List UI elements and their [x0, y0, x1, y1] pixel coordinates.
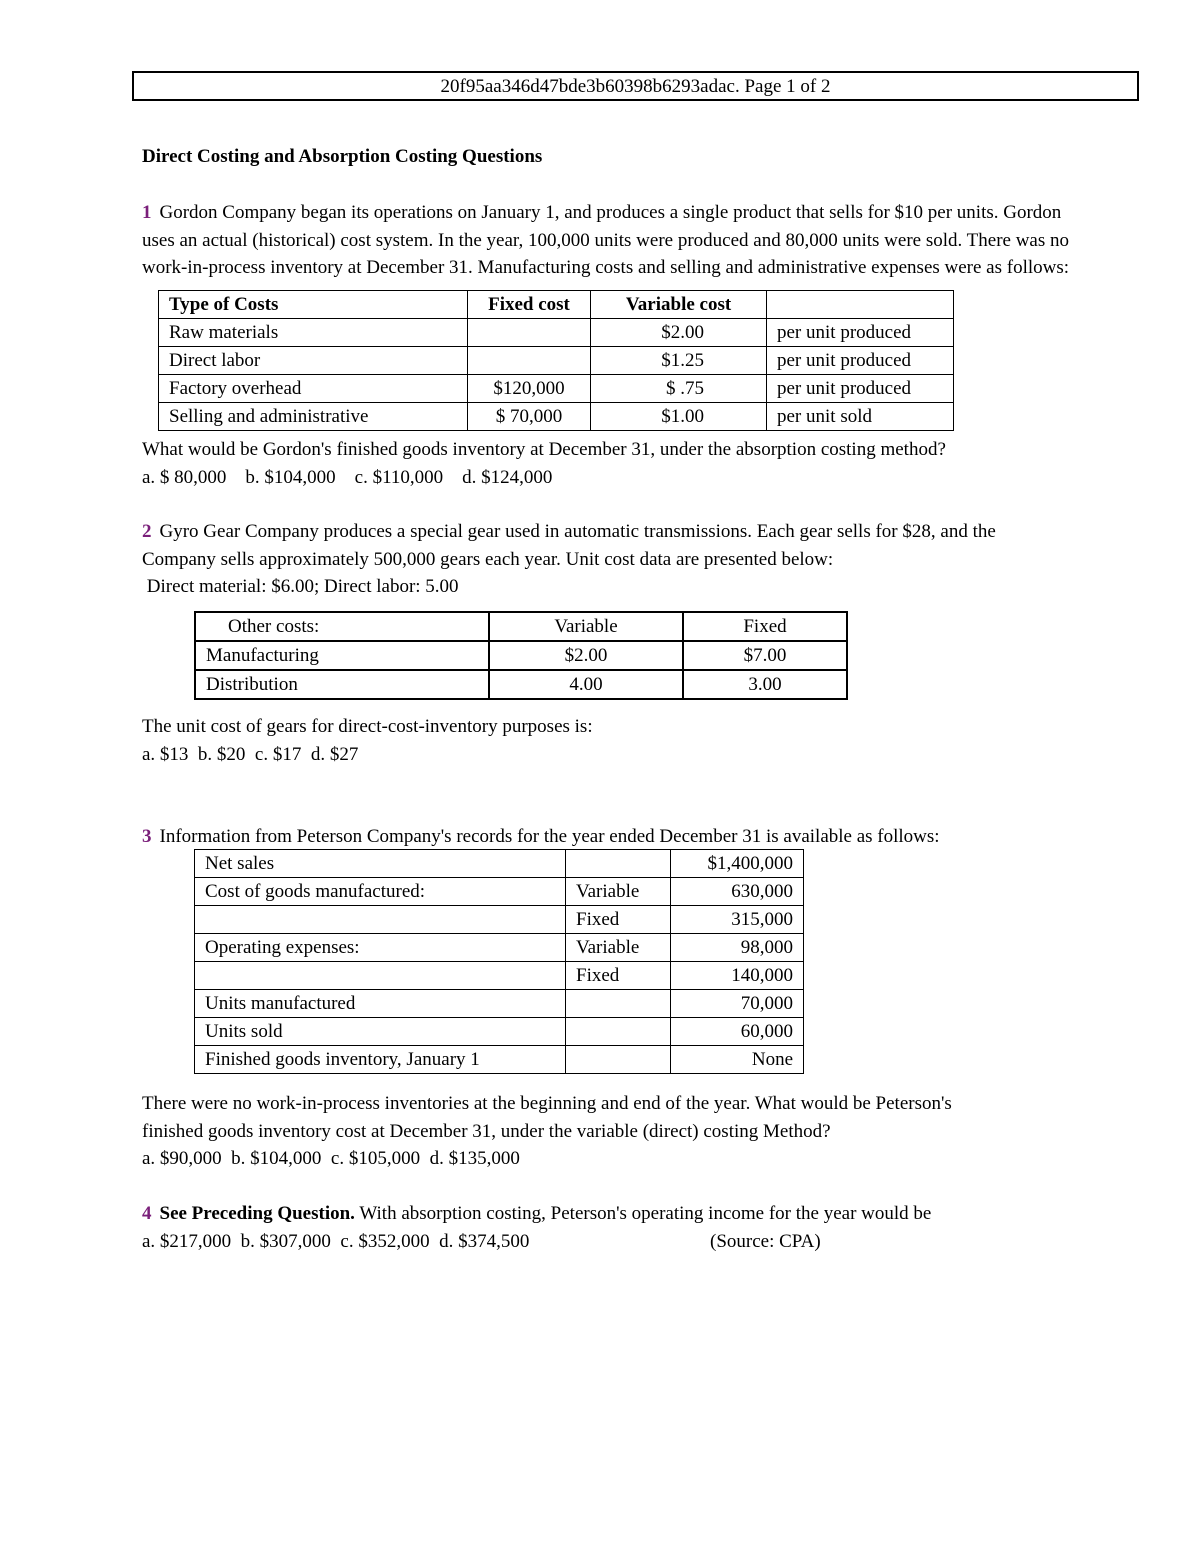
header-cell: Variable cost — [591, 291, 767, 319]
table-cell: $1.25 — [591, 347, 767, 375]
table-cell: Direct labor — [159, 347, 468, 375]
table-cell: Factory overhead — [159, 375, 468, 403]
table-cell: Raw materials — [159, 319, 468, 347]
page-title: Direct Costing and Absorption Costing Questions — [142, 146, 543, 167]
table-cell: $ .75 — [591, 375, 767, 403]
table-cell — [468, 347, 591, 375]
table-cell: $2.00 — [489, 641, 683, 670]
table-cell: Fixed — [566, 906, 671, 934]
table-cell: Manufacturing — [195, 641, 489, 670]
table-cell — [566, 1046, 671, 1074]
page-header — [132, 71, 1139, 101]
table-cell: per unit produced — [767, 319, 954, 347]
question-2 — [142, 518, 1142, 601]
q2-cost-table — [194, 611, 848, 700]
table-cell: $2.00 — [591, 319, 767, 347]
table-cell: Cost of goods manufactured: — [195, 878, 566, 906]
q3-number: 3 — [142, 826, 152, 847]
table-cell: $1,400,000 — [671, 850, 804, 878]
q2-options: a. $13 b. $20 c. $17 d. $27 — [142, 743, 359, 765]
table-cell: $1.00 — [591, 403, 767, 431]
q1-line1 — [142, 199, 1142, 227]
table-cell: 4.00 — [489, 670, 683, 699]
table-header-row — [195, 612, 847, 641]
q1-question: What would be Gordon's finished goods inventory at December 31, under the absorption costing method? — [142, 439, 946, 460]
table-cell: $7.00 — [683, 641, 847, 670]
table-cell: $120,000 — [468, 375, 591, 403]
q4-options: a. $217,000 b. $307,000 c. $352,000 d. $374,500 — [142, 1230, 530, 1252]
table-cell: Fixed — [566, 962, 671, 990]
table-cell: 3.00 — [683, 670, 847, 699]
table-row — [195, 906, 804, 934]
q2-question: The unit cost of gears for direct-cost-inventory purposes is: — [142, 716, 593, 737]
table-row — [195, 850, 804, 878]
q1-question-block — [142, 436, 1142, 491]
q2-line2: Company sells approximately 500,000 gears each year. Unit cost data are presented below: — [142, 548, 834, 570]
q4-line1 — [142, 1200, 1142, 1228]
q2-text-1: Gyro Gear Company produces a special gear used in automatic transmissions. Each gear sells for $28, and the — [159, 521, 996, 542]
table-cell: per unit produced — [767, 375, 954, 403]
table-row — [159, 319, 954, 347]
table-cell: 98,000 — [671, 934, 804, 962]
table-row — [195, 934, 804, 962]
header-cell: Type of Costs — [159, 291, 468, 319]
table-cell — [195, 906, 566, 934]
q3-records-table — [194, 849, 804, 1074]
table-cell: per unit sold — [767, 403, 954, 431]
q1-line2: uses an actual (historical) cost system. In the year, 100,000 units were produced and 80,000 units were sold. There was no — [142, 229, 1070, 251]
question-3 — [142, 823, 1142, 851]
question-1 — [142, 199, 1142, 282]
table-cell: 315,000 — [671, 906, 804, 934]
question-4 — [142, 1200, 1142, 1255]
table-row — [159, 375, 954, 403]
q4-source: (Source: CPA) — [710, 1230, 821, 1252]
table-cell: Distribution — [195, 670, 489, 699]
header-cell: Fixed — [683, 612, 847, 641]
q3-text-1: Information from Peterson Company's records for the year ended December 31 is available as follows: — [159, 826, 940, 847]
table-cell: per unit produced — [767, 347, 954, 375]
table-row — [195, 641, 847, 670]
table-cell: 60,000 — [671, 1018, 804, 1046]
q4-options-line — [142, 1228, 1142, 1256]
table-cell: None — [671, 1046, 804, 1074]
table-cell: 70,000 — [671, 990, 804, 1018]
table-header-row — [159, 291, 954, 319]
table-row — [195, 670, 847, 699]
table-cell — [566, 1018, 671, 1046]
q3-question-line1: There were no work-in-process inventories at the beginning and end of the year. What would be Peterson's — [142, 1093, 952, 1114]
header-cell: Fixed cost — [468, 291, 591, 319]
table-cell: Units sold — [195, 1018, 566, 1046]
table-cell: 630,000 — [671, 878, 804, 906]
table-cell — [195, 962, 566, 990]
table-row — [159, 347, 954, 375]
table-cell — [566, 850, 671, 878]
table-row — [195, 962, 804, 990]
header-cell — [767, 291, 954, 319]
table-cell — [468, 319, 591, 347]
q4-number: 4 — [142, 1203, 152, 1224]
q1-line3: work-in-process inventory at December 31. Manufacturing costs and selling and administrative expenses were as follows: — [142, 257, 1070, 278]
header-cell: Variable — [489, 612, 683, 641]
q2-number: 2 — [142, 521, 152, 542]
table-row — [195, 1046, 804, 1074]
q3-options: a. $90,000 b. $104,000 c. $105,000 d. $135,000 — [142, 1148, 520, 1169]
table-row — [195, 990, 804, 1018]
q2-line1 — [142, 518, 1142, 546]
table-cell — [566, 990, 671, 1018]
table-cell: Net sales — [195, 850, 566, 878]
header-cell: Other costs: — [195, 612, 489, 641]
q2-line3: Direct material: $6.00; Direct labor: 5.00 — [142, 576, 459, 597]
q1-text-1: Gordon Company began its operations on January 1, and produces a single product that sells for $10 per units. Gordon — [159, 202, 1062, 223]
q1-number: 1 — [142, 202, 152, 223]
table-cell: Variable — [566, 878, 671, 906]
q4-lead: See Preceding Question. — [159, 1203, 355, 1224]
q2-question-block — [142, 713, 1142, 768]
q3-line1 — [142, 823, 1142, 851]
table-cell: 140,000 — [671, 962, 804, 990]
table-cell: Selling and administrative — [159, 403, 468, 431]
table-cell: $ 70,000 — [468, 403, 591, 431]
table-cell: Operating expenses: — [195, 934, 566, 962]
table-cell: Units manufactured — [195, 990, 566, 1018]
q1-cost-table — [158, 290, 954, 431]
q1-options: a. $ 80,000 b. $104,000 c. $110,000 d. $124,000 — [142, 466, 553, 488]
table-cell: Variable — [566, 934, 671, 962]
table-row — [195, 878, 804, 906]
table-cell: Finished goods inventory, January 1 — [195, 1046, 566, 1074]
q3-question-block — [142, 1090, 1142, 1173]
header-text: 20f95aa346d47bde3b60398b6293adac. Page 1 of 2 — [440, 76, 831, 97]
table-row — [195, 1018, 804, 1046]
q4-text: With absorption costing, Peterson's operating income for the year would be — [354, 1203, 932, 1224]
table-row — [159, 403, 954, 431]
q3-question-line2: finished goods inventory cost at December 31, under the variable (direct) costing Method? — [142, 1120, 831, 1142]
